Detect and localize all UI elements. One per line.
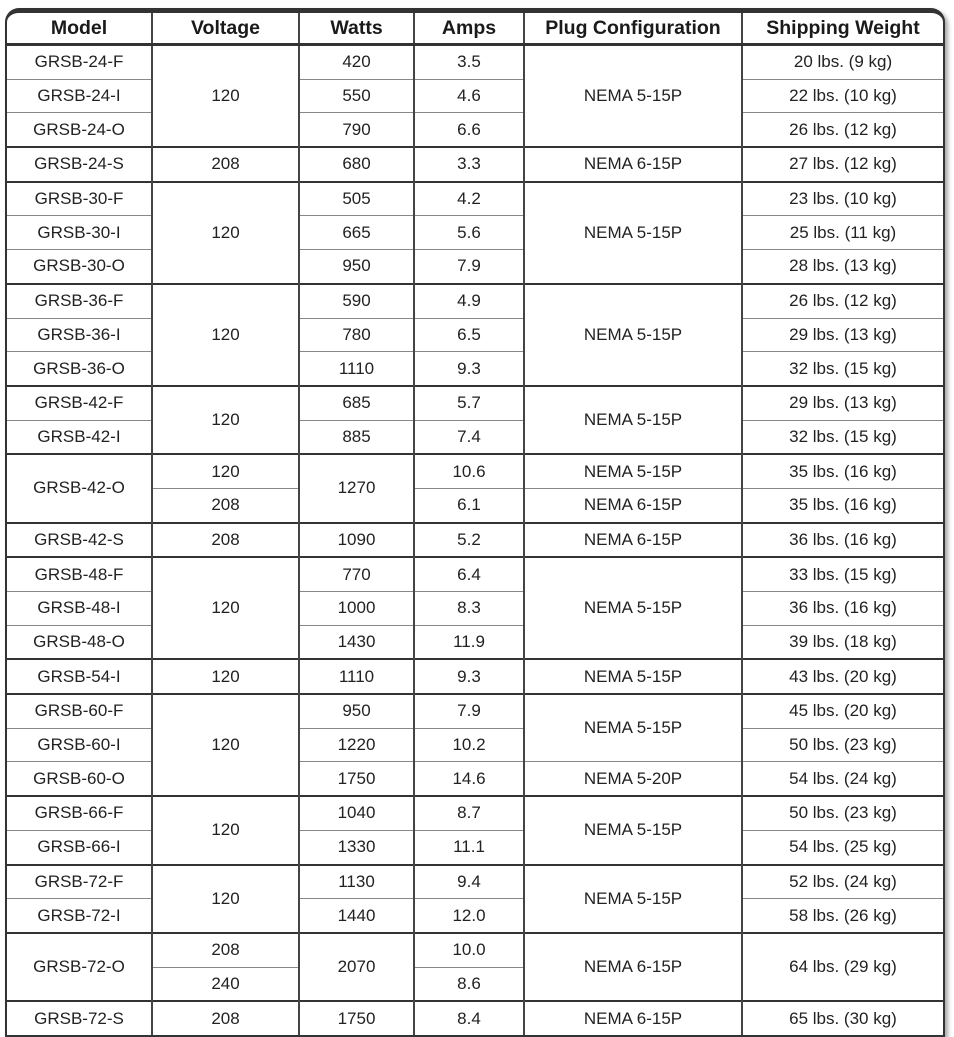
cell-weight: 29 lbs. (13 kg): [742, 318, 943, 352]
cell-watts: 950: [299, 694, 414, 728]
cell-model: GRSB-72-S: [7, 1001, 152, 1035]
cell-amps: 9.3: [414, 352, 524, 386]
table-row: [7, 147, 943, 182]
cell-watts: 505: [299, 182, 414, 216]
cell-weight: 25 lbs. (11 kg): [742, 216, 943, 250]
header-row: [7, 13, 943, 45]
table-row: [7, 762, 943, 796]
cell-weight: 26 lbs. (12 kg): [742, 284, 943, 318]
cell-plug: NEMA 5-15P: [524, 386, 742, 454]
cell-plug: NEMA 5-15P: [524, 659, 742, 694]
cell-amps: 5.7: [414, 386, 524, 420]
specifications-table-container: [5, 8, 945, 1037]
cell-weight: 43 lbs. (20 kg): [742, 659, 943, 694]
cell-amps: 8.4: [414, 1001, 524, 1035]
cell-weight: 33 lbs. (15 kg): [742, 557, 943, 591]
cell-watts: 1440: [299, 899, 414, 933]
cell-weight: 35 lbs. (16 kg): [742, 488, 943, 522]
table-row: [7, 1001, 943, 1035]
table-row: [7, 45, 943, 80]
cell-plug: NEMA 5-20P: [524, 762, 742, 796]
cell-model: GRSB-60-F: [7, 694, 152, 728]
cell-amps: 8.7: [414, 796, 524, 830]
cell-amps: 4.9: [414, 284, 524, 318]
cell-weight: 26 lbs. (12 kg): [742, 113, 943, 147]
cell-voltage: 208: [152, 147, 299, 182]
cell-watts: 770: [299, 557, 414, 591]
table-row: [7, 694, 943, 728]
table-row: [7, 318, 943, 352]
cell-weight: 50 lbs. (23 kg): [742, 728, 943, 762]
cell-model: GRSB-36-O: [7, 352, 152, 386]
table-row: [7, 216, 943, 250]
cell-amps: 6.4: [414, 557, 524, 591]
cell-plug: NEMA 6-15P: [524, 523, 742, 558]
header-plug-configuration: Plug Configuration: [524, 13, 742, 45]
cell-voltage: 120: [152, 45, 299, 148]
cell-watts: 780: [299, 318, 414, 352]
cell-voltage: 120: [152, 386, 299, 454]
table-body: [7, 45, 943, 1035]
cell-model: GRSB-36-F: [7, 284, 152, 318]
cell-weight: 27 lbs. (12 kg): [742, 147, 943, 182]
table-row: [7, 352, 943, 386]
table-row: [7, 523, 943, 558]
header-voltage: Voltage: [152, 13, 299, 45]
cell-model: GRSB-54-I: [7, 659, 152, 694]
cell-model: GRSB-42-O: [7, 454, 152, 522]
table-row: [7, 79, 943, 113]
cell-weight: 32 lbs. (15 kg): [742, 352, 943, 386]
cell-watts: 1430: [299, 625, 414, 659]
cell-model: GRSB-66-I: [7, 830, 152, 864]
cell-amps: 3.3: [414, 147, 524, 182]
cell-plug: NEMA 5-15P: [524, 796, 742, 864]
cell-plug: NEMA 6-15P: [524, 488, 742, 522]
cell-watts: 420: [299, 45, 414, 80]
cell-amps: 10.2: [414, 728, 524, 762]
cell-plug: NEMA 5-15P: [524, 45, 742, 148]
cell-amps: 8.6: [414, 967, 524, 1001]
header-watts: Watts: [299, 13, 414, 45]
cell-weight: 20 lbs. (9 kg): [742, 45, 943, 80]
header-shipping-weight: Shipping Weight: [742, 13, 943, 45]
cell-weight: 36 lbs. (16 kg): [742, 523, 943, 558]
cell-voltage: 208: [152, 933, 299, 967]
cell-weight: 54 lbs. (25 kg): [742, 830, 943, 864]
cell-model: GRSB-42-F: [7, 386, 152, 420]
cell-watts: 2070: [299, 933, 414, 1001]
cell-weight: 39 lbs. (18 kg): [742, 625, 943, 659]
cell-voltage: 120: [152, 557, 299, 659]
cell-model: GRSB-66-F: [7, 796, 152, 830]
cell-watts: 950: [299, 250, 414, 284]
cell-amps: 14.6: [414, 762, 524, 796]
cell-voltage: 120: [152, 865, 299, 933]
cell-watts: 665: [299, 216, 414, 250]
cell-watts: 1110: [299, 659, 414, 694]
cell-weight: 22 lbs. (10 kg): [742, 79, 943, 113]
cell-watts: 680: [299, 147, 414, 182]
table-row: [7, 625, 943, 659]
cell-model: GRSB-30-I: [7, 216, 152, 250]
cell-plug: NEMA 5-15P: [524, 865, 742, 933]
cell-amps: 7.9: [414, 694, 524, 728]
cell-amps: 9.4: [414, 865, 524, 899]
cell-watts: 1040: [299, 796, 414, 830]
cell-plug: NEMA 5-15P: [524, 182, 742, 284]
cell-voltage: 120: [152, 694, 299, 796]
cell-model: GRSB-48-I: [7, 592, 152, 626]
cell-amps: 6.6: [414, 113, 524, 147]
table-row: [7, 592, 943, 626]
cell-weight: 35 lbs. (16 kg): [742, 454, 943, 488]
cell-model: GRSB-48-O: [7, 625, 152, 659]
cell-amps: 7.4: [414, 420, 524, 454]
cell-model: GRSB-24-S: [7, 147, 152, 182]
cell-watts: 1270: [299, 454, 414, 522]
cell-model: GRSB-42-S: [7, 523, 152, 558]
cell-plug: NEMA 5-15P: [524, 284, 742, 386]
cell-voltage: 208: [152, 523, 299, 558]
cell-voltage: 240: [152, 967, 299, 1001]
cell-watts: 1000: [299, 592, 414, 626]
cell-amps: 5.2: [414, 523, 524, 558]
cell-voltage: 208: [152, 488, 299, 522]
cell-weight: 36 lbs. (16 kg): [742, 592, 943, 626]
cell-voltage: 120: [152, 659, 299, 694]
cell-amps: 8.3: [414, 592, 524, 626]
table-row: [7, 899, 943, 933]
cell-amps: 4.6: [414, 79, 524, 113]
cell-weight: 50 lbs. (23 kg): [742, 796, 943, 830]
cell-model: GRSB-42-I: [7, 420, 152, 454]
table-row: [7, 933, 943, 967]
cell-plug: NEMA 5-15P: [524, 694, 742, 762]
cell-voltage: 120: [152, 182, 299, 284]
cell-amps: 10.6: [414, 454, 524, 488]
table-row: [7, 659, 943, 694]
cell-plug: NEMA 5-15P: [524, 454, 742, 488]
cell-voltage: 120: [152, 284, 299, 386]
cell-weight: 58 lbs. (26 kg): [742, 899, 943, 933]
header-model: Model: [7, 13, 152, 45]
cell-model: GRSB-24-O: [7, 113, 152, 147]
cell-amps: 6.5: [414, 318, 524, 352]
cell-model: GRSB-48-F: [7, 557, 152, 591]
cell-watts: 590: [299, 284, 414, 318]
cell-amps: 10.0: [414, 933, 524, 967]
table-row: [7, 250, 943, 284]
table-row: [7, 454, 943, 488]
cell-plug: NEMA 6-15P: [524, 1001, 742, 1035]
table-row: [7, 386, 943, 420]
table-row: [7, 182, 943, 216]
cell-plug: NEMA 6-15P: [524, 933, 742, 1001]
table-row: [7, 557, 943, 591]
cell-amps: 3.5: [414, 45, 524, 80]
cell-amps: 5.6: [414, 216, 524, 250]
cell-watts: 550: [299, 79, 414, 113]
table-row: [7, 420, 943, 454]
cell-watts: 1110: [299, 352, 414, 386]
table-row: [7, 284, 943, 318]
cell-model: GRSB-30-O: [7, 250, 152, 284]
cell-plug: NEMA 6-15P: [524, 147, 742, 182]
cell-voltage: 120: [152, 454, 299, 488]
cell-voltage: 208: [152, 1001, 299, 1035]
cell-watts: 790: [299, 113, 414, 147]
cell-model: GRSB-24-F: [7, 45, 152, 80]
cell-weight: 54 lbs. (24 kg): [742, 762, 943, 796]
cell-model: GRSB-36-I: [7, 318, 152, 352]
cell-watts: 1130: [299, 865, 414, 899]
table-row: [7, 728, 943, 762]
cell-model: GRSB-60-I: [7, 728, 152, 762]
cell-watts: 1090: [299, 523, 414, 558]
cell-watts: 1750: [299, 762, 414, 796]
cell-model: GRSB-72-O: [7, 933, 152, 1001]
cell-voltage: 120: [152, 796, 299, 864]
cell-model: GRSB-72-I: [7, 899, 152, 933]
cell-amps: 9.3: [414, 659, 524, 694]
cell-weight: 64 lbs. (29 kg): [742, 933, 943, 1001]
cell-plug: NEMA 5-15P: [524, 557, 742, 659]
cell-amps: 6.1: [414, 488, 524, 522]
table-row: [7, 113, 943, 147]
cell-amps: 4.2: [414, 182, 524, 216]
cell-model: GRSB-72-F: [7, 865, 152, 899]
cell-weight: 28 lbs. (13 kg): [742, 250, 943, 284]
cell-model: GRSB-60-O: [7, 762, 152, 796]
cell-weight: 23 lbs. (10 kg): [742, 182, 943, 216]
cell-amps: 11.1: [414, 830, 524, 864]
cell-weight: 45 lbs. (20 kg): [742, 694, 943, 728]
cell-watts: 1330: [299, 830, 414, 864]
cell-amps: 12.0: [414, 899, 524, 933]
cell-weight: 29 lbs. (13 kg): [742, 386, 943, 420]
cell-watts: 1750: [299, 1001, 414, 1035]
cell-watts: 1220: [299, 728, 414, 762]
specifications-table: [7, 13, 943, 1035]
header-amps: Amps: [414, 13, 524, 45]
cell-model: GRSB-30-F: [7, 182, 152, 216]
cell-weight: 52 lbs. (24 kg): [742, 865, 943, 899]
table-row: [7, 796, 943, 830]
table-row: [7, 865, 943, 899]
cell-weight: 32 lbs. (15 kg): [742, 420, 943, 454]
cell-amps: 11.9: [414, 625, 524, 659]
table-row: [7, 830, 943, 864]
cell-weight: 65 lbs. (30 kg): [742, 1001, 943, 1035]
cell-watts: 885: [299, 420, 414, 454]
cell-watts: 685: [299, 386, 414, 420]
cell-model: GRSB-24-I: [7, 79, 152, 113]
cell-amps: 7.9: [414, 250, 524, 284]
